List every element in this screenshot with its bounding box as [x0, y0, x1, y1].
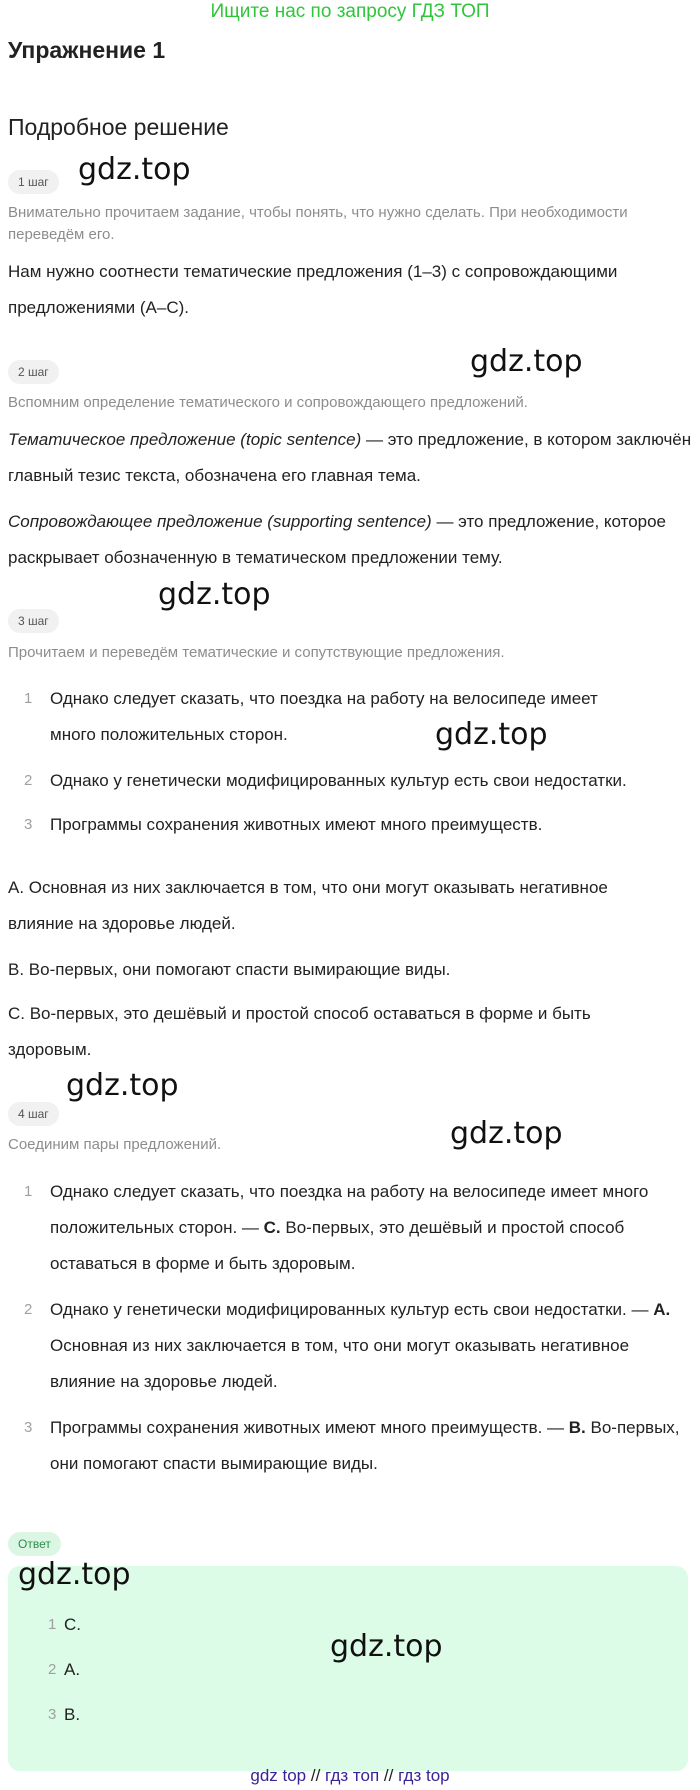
definition-term: Тематическое предложение (topic sentence): [8, 430, 362, 449]
list-item: [18, 1607, 318, 1643]
footer-link-gdz-top-mixed[interactable]: гдз top: [398, 1766, 450, 1785]
topic-sentence-list: [8, 681, 688, 843]
definition-term: Сопровождающее предложение (supporting sentence): [8, 512, 432, 531]
watermark: gdz.top: [78, 152, 191, 187]
list-number: 1: [48, 1616, 57, 1633]
list-item: [8, 681, 688, 753]
topic-sentence-definition: [8, 422, 694, 494]
list-item: [8, 763, 688, 799]
answer-value: C.: [64, 1615, 81, 1634]
list-number: 2: [24, 772, 33, 789]
pair-support: Во-первых, они помогают спасти вымирающие виды.: [50, 1418, 680, 1473]
pair-letter: B.: [568, 1418, 586, 1437]
list-item-text: Однако следует сказать, что поездка на работу на велосипеде имеет много положительных сторон.: [50, 689, 598, 744]
footer-separator: //: [310, 1766, 321, 1785]
watermark: gdz.top: [330, 1629, 443, 1664]
answer-value: B.: [64, 1705, 81, 1724]
step-4-badge: 4 шаг: [8, 1102, 59, 1126]
footer-link-gdz-top-ru[interactable]: гдз топ: [325, 1766, 380, 1785]
list-item-text: Однако у генетически модифицированных культур есть свои недостатки.: [50, 771, 627, 790]
footer-link-gdz-top[interactable]: gdz top: [250, 1766, 307, 1785]
list-item: [8, 1174, 688, 1282]
list-item: [18, 1697, 318, 1733]
supporting-sentence-a: A. Основная из них заключается в том, что они могут оказывать негативное влияние на здоровье людей.: [8, 878, 608, 933]
pair-support: Основная из них заключается в том, что они могут оказывать негативное влияние на здоровье людей.: [50, 1336, 630, 1391]
top-banner: Ищите нас по запросу ГДЗ ТОП: [210, 1, 490, 22]
list-item-text: [44, 1292, 690, 1400]
pair-topic: Программы сохранения животных имеют много преимуществ. —: [50, 1418, 569, 1437]
supporting-sentence-definition: [8, 504, 694, 576]
footer-separator: //: [383, 1766, 394, 1785]
sentence-pairs-list: [8, 1174, 688, 1482]
pair-letter: C.: [263, 1218, 281, 1237]
step-4-hint: Соединим пары предложений.: [8, 1136, 222, 1153]
list-number: 3: [24, 1419, 33, 1436]
step-2-badge: 2 шаг: [8, 360, 59, 384]
footer-links: [0, 1765, 700, 1787]
list-item: [8, 1292, 688, 1400]
supporting-sentence-b: B. Во-первых, они помогают спасти вымирающие виды.: [8, 960, 451, 979]
watermark: gdz.top: [158, 577, 271, 612]
answer-value: A.: [64, 1660, 81, 1679]
definition-text: — это предложение, в котором заключён главный тезис текста, обозначена его главная тема.: [8, 430, 692, 485]
answer-badge: Ответ: [8, 1532, 61, 1556]
step-2-hint: Вспомним определение тематического и сопровождающего предложений.: [8, 394, 528, 411]
supporting-sentence-c: C. Во-первых, это дешёвый и простой способ оставаться в форме и быть здоровым.: [8, 1004, 591, 1059]
list-number: 1: [24, 1183, 33, 1200]
pair-topic: Однако у генетически модифицированных культур есть свои недостатки. —: [50, 1300, 654, 1319]
list-item-text: [44, 1174, 650, 1282]
watermark: gdz.top: [435, 717, 548, 752]
watermark: gdz.top: [470, 344, 583, 379]
list-number: 3: [24, 816, 33, 833]
list-number: 2: [48, 1661, 57, 1678]
section-title: Подробное решение: [8, 114, 229, 140]
list-number: 1: [24, 690, 33, 707]
watermark: gdz.top: [450, 1116, 563, 1151]
step-1-badge: 1 шаг: [8, 170, 59, 194]
list-item: [8, 1410, 688, 1482]
watermark: gdz.top: [66, 1068, 179, 1103]
list-item-text: [44, 1410, 690, 1482]
step-1-hint: Внимательно прочитаем задание, чтобы понять, что нужно сделать. При необходимости переведём его.: [8, 204, 628, 243]
step-1-text: Нам нужно соотнести тематические предложения (1–3) с сопровождающими предложениями (A–C).: [8, 262, 618, 317]
pair-letter: A.: [653, 1300, 671, 1319]
watermark: gdz.top: [18, 1557, 131, 1592]
answer-list: [18, 1607, 318, 1733]
list-item: [8, 807, 688, 843]
pair-topic: Однако следует сказать, что поездка на работу на велосипеде имеет много положительных сторон. —: [50, 1182, 649, 1237]
list-number: 3: [48, 1706, 57, 1723]
list-item-text: Программы сохранения животных имеют много преимуществ.: [50, 815, 543, 834]
page-title: Упражнение 1: [8, 37, 166, 63]
step-3-hint: Прочитаем и переведём тематические и сопутствующие предложения.: [8, 644, 505, 661]
list-item: [18, 1652, 318, 1688]
pair-support: Во-первых, это дешёвый и простой способ оставаться в форме и быть здоровым.: [50, 1218, 625, 1273]
list-number: 2: [24, 1301, 33, 1318]
definition-text: — это предложение, которое раскрывает обозначенную в тематическом предложении тему.: [8, 512, 667, 567]
step-3-badge: 3 шаг: [8, 609, 59, 633]
